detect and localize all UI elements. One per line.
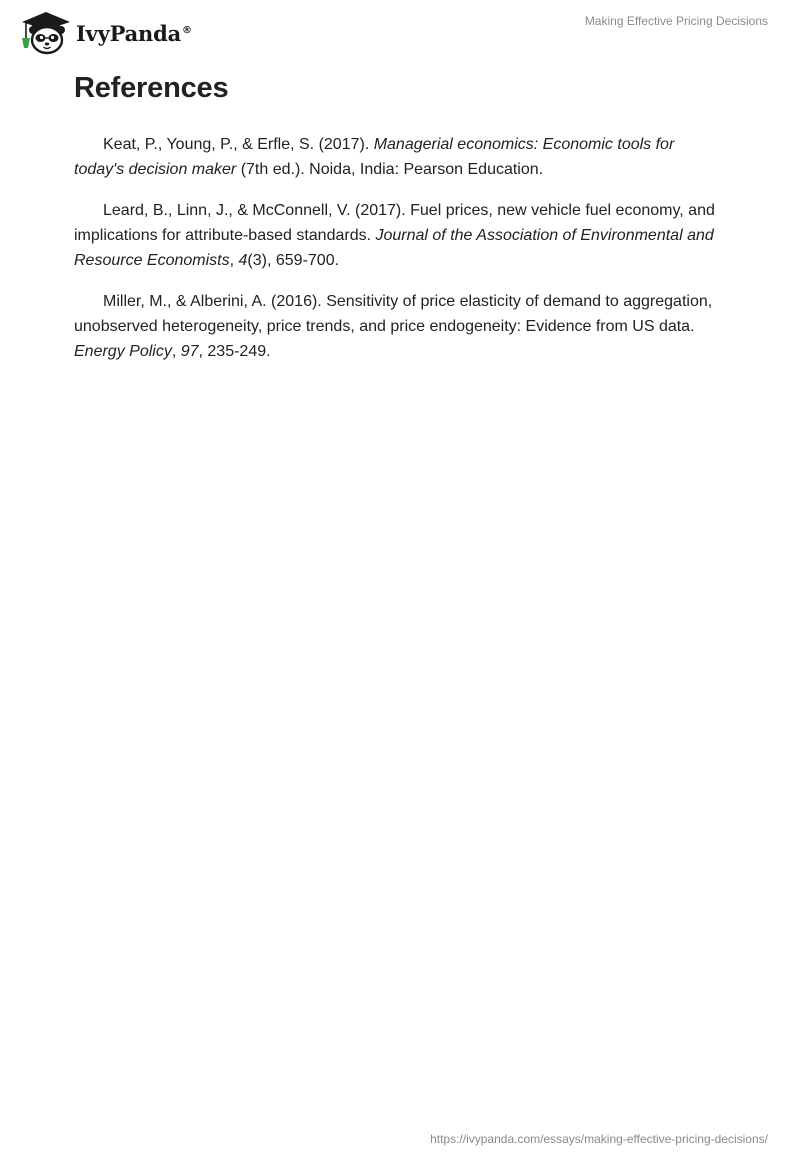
logo-wordmark: IvyPanda®: [76, 20, 192, 46]
reference-volume: 97: [180, 343, 199, 360]
reference-text: , 235-249.: [198, 343, 271, 360]
reference-text: ,: [229, 252, 239, 269]
reference-text: (3), 659-700.: [247, 252, 340, 269]
reference-text: ,: [171, 343, 181, 360]
reference-title: Journal of the Association of Environmental and Resource Economists: [74, 227, 714, 269]
reference-text: (7th ed.). Noida, India: Pearson Education.: [236, 161, 544, 178]
reference-list: [74, 132, 724, 380]
reference-entry: [74, 289, 724, 364]
page-title: References: [74, 72, 229, 104]
reference-entry: [74, 132, 724, 182]
reference-text: Miller, M., & Alberini, A. (2016). Sensitivity of price elasticity of demand to aggregation, unobserved heterogeneity, price trends, and price endogeneity: Evidence from US data.: [74, 293, 713, 335]
reference-entry: [74, 198, 724, 273]
reference-volume: 4: [238, 252, 248, 269]
reference-title: Managerial economics: Economic tools for today's decision maker: [74, 136, 675, 178]
reference-title: Energy Policy: [74, 343, 172, 360]
source-url[interactable]: https://ivypanda.com/essays/making-effective-pricing-decisions/: [430, 1132, 768, 1146]
running-title: Making Effective Pricing Decisions: [584, 14, 768, 28]
ivypanda-logo[interactable]: [16, 8, 192, 56]
panda-graduate-icon: [16, 8, 74, 56]
reference-text: Keat, P., Young, P., & Erfle, S. (2017).: [103, 136, 374, 153]
reference-text: Leard, B., Linn, J., & McConnell, V. (2017). Fuel prices, new vehicle fuel economy, and implications for attribute-based standards.: [74, 202, 715, 244]
